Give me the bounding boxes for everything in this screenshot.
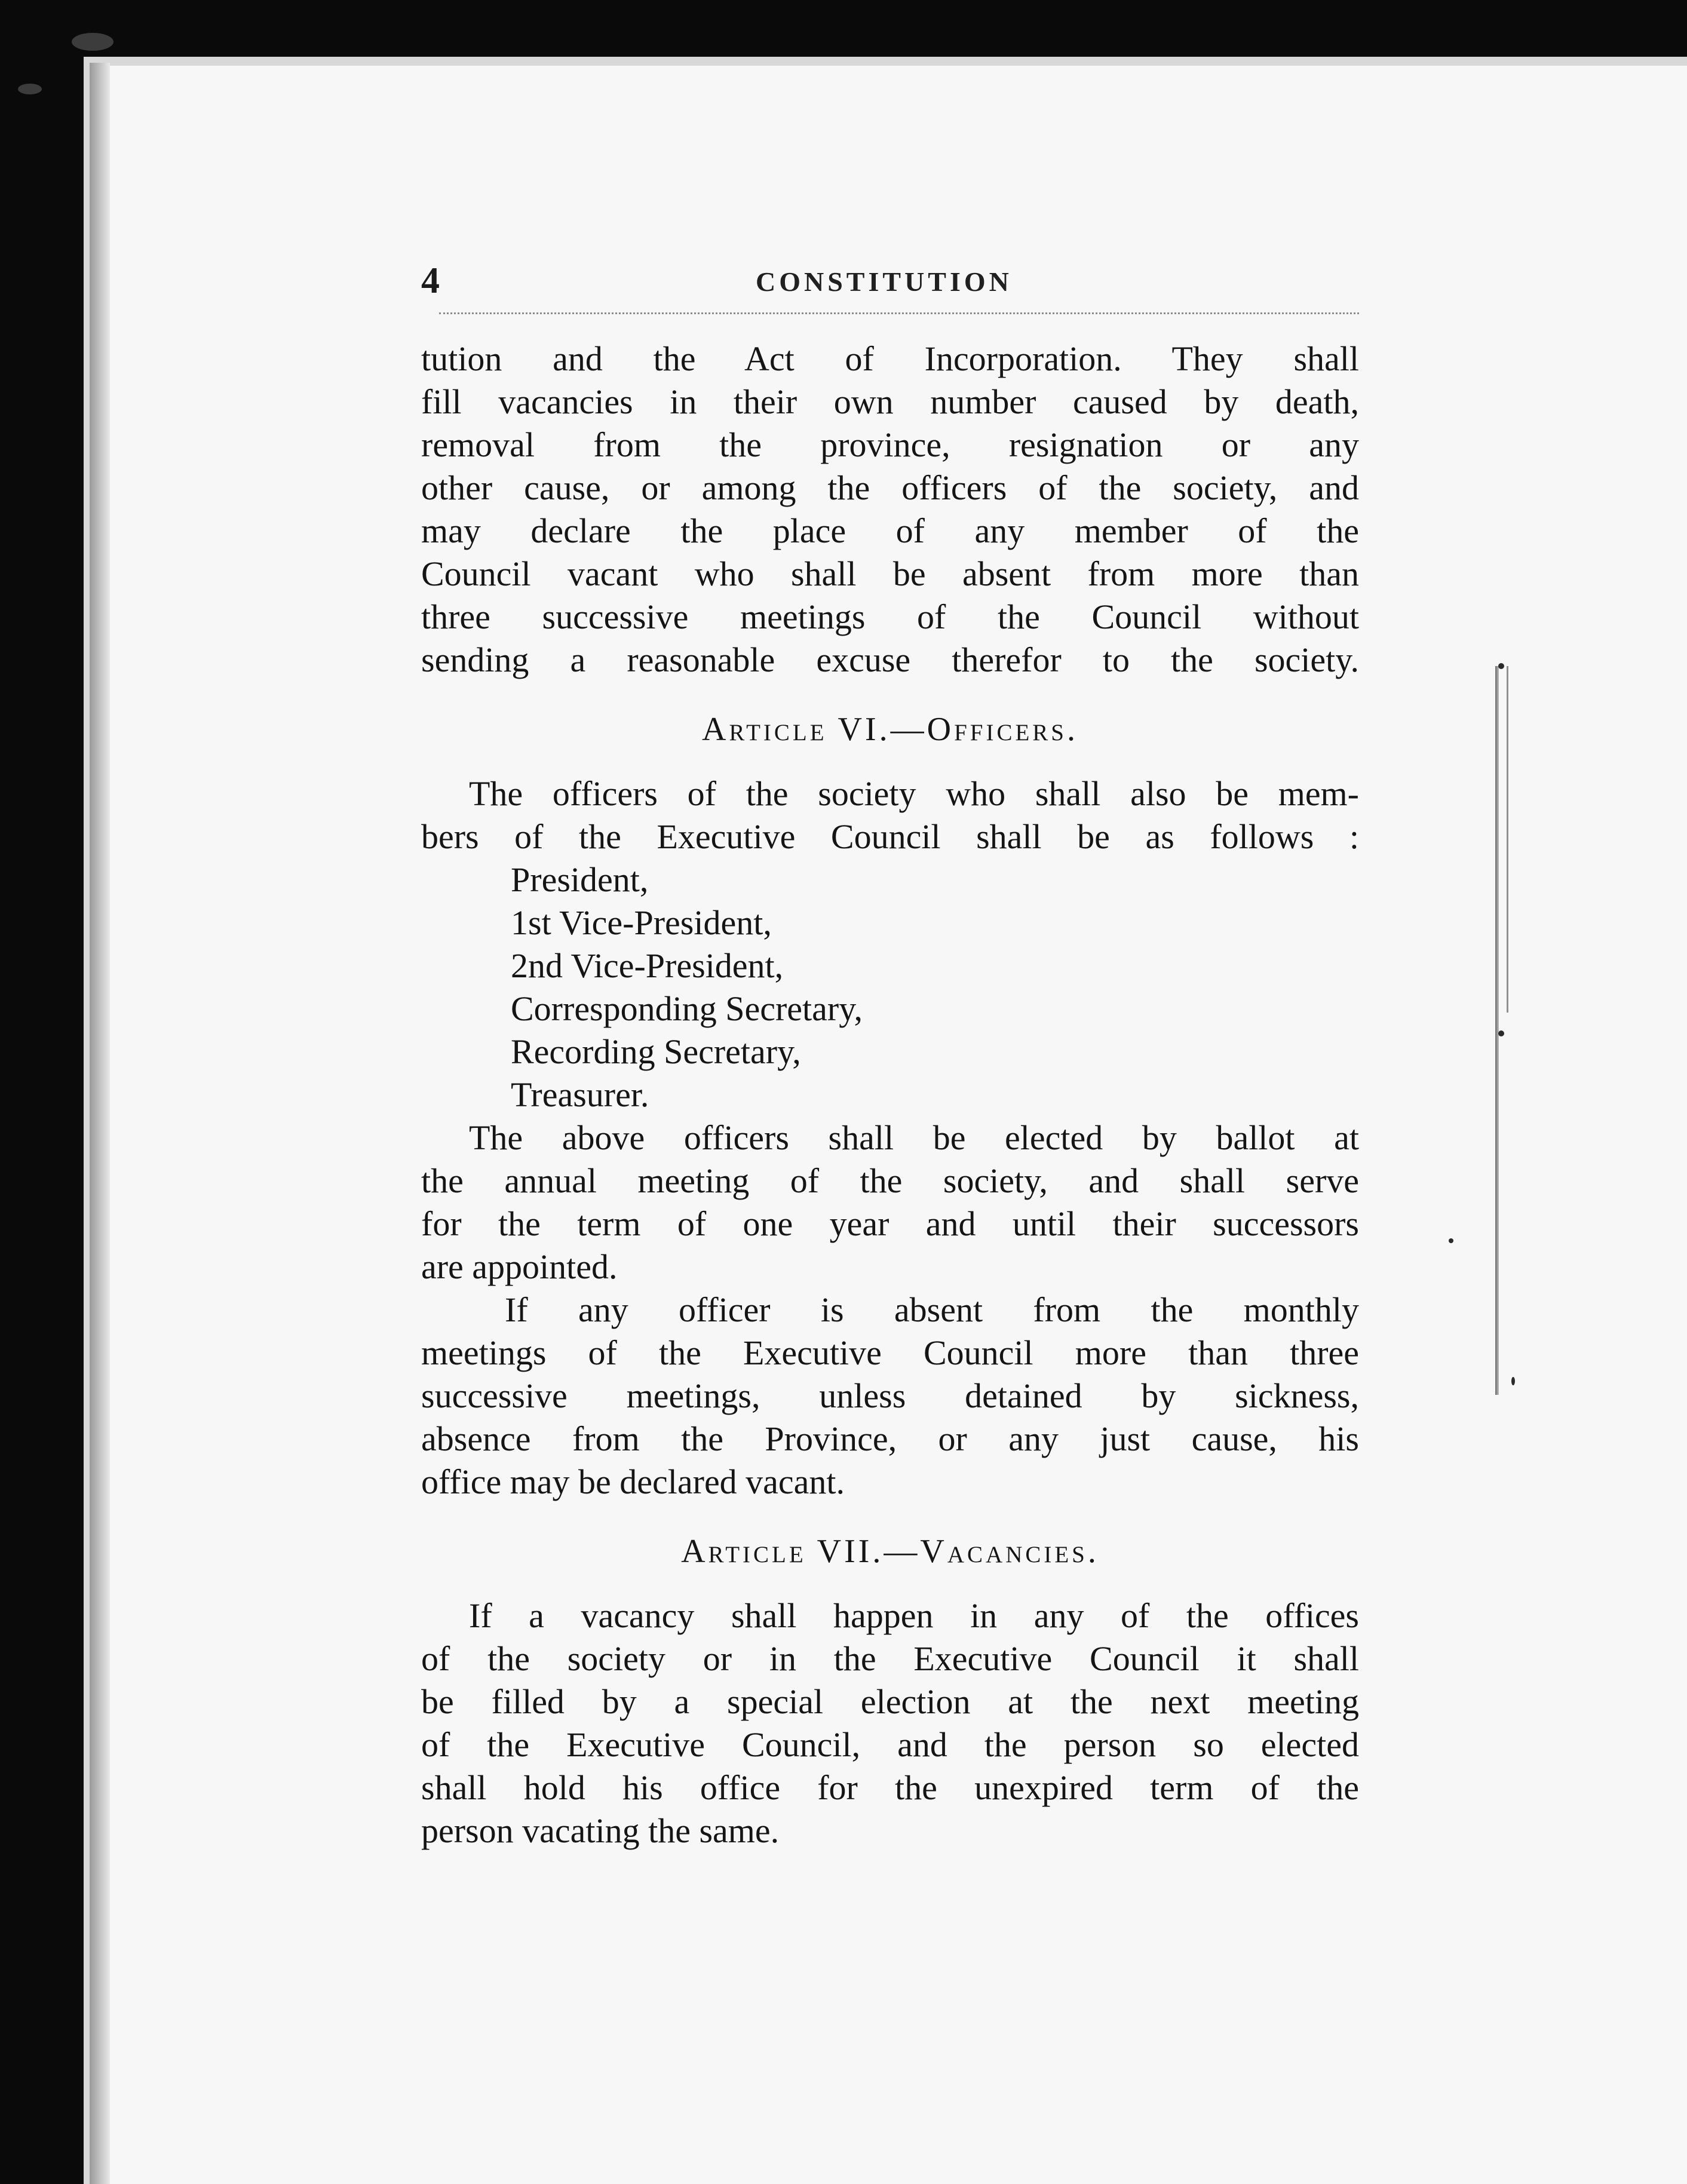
page-number: 4	[421, 260, 440, 301]
paragraph-vacancies	[421, 1594, 1359, 1852]
running-head: CONSTITUTION	[756, 266, 1013, 297]
page-body	[421, 338, 1359, 1852]
scan-speck	[72, 33, 114, 51]
text-line: fill vacancies in their own number caused by death,	[421, 382, 1359, 421]
text-line: may declare the place of any member of the	[421, 511, 1359, 550]
header-rule	[439, 312, 1359, 314]
scan-speck	[18, 84, 42, 94]
margin-pencil-line	[1507, 666, 1508, 1013]
margin-mark	[1498, 1030, 1504, 1036]
text-line: of the Executive Council, and the person so elected	[421, 1725, 1359, 1764]
text-line: If any officer is absent from the monthly	[505, 1290, 1359, 1329]
text-line: If a vacancy shall happen in any of the offices	[469, 1596, 1359, 1635]
article-vii-heading: Article VII.—Vacancies.	[681, 1533, 1099, 1570]
page-binding-edge	[90, 63, 110, 2184]
paragraph-officers-intro	[421, 772, 1359, 858]
article-vi-heading: Article VI.—Officers.	[701, 711, 1078, 748]
page-header	[421, 254, 1359, 320]
margin-mark	[1511, 1377, 1515, 1385]
margin-pencil-line	[1495, 666, 1499, 1395]
text-line: for the term of one year and until their successors	[421, 1204, 1359, 1243]
paragraph-election	[421, 1116, 1359, 1289]
officer-item: Recording Secretary,	[511, 1032, 801, 1071]
text-line: meetings of the Executive Council more than three	[421, 1333, 1359, 1372]
text-line: successive meetings, unless detained by sickness,	[421, 1376, 1359, 1415]
officer-item: 1st Vice-President,	[511, 903, 772, 942]
officer-item: President,	[511, 860, 649, 899]
text-line: the annual meeting of the society, and shall serve	[421, 1161, 1359, 1200]
text-line: Council vacant who shall be absent from more than	[421, 554, 1359, 593]
text-line: bers of the Executive Council shall be as follows :	[421, 817, 1359, 856]
officer-item: 2nd Vice-President,	[511, 946, 784, 985]
text-line: three successive meetings of the Council without	[421, 597, 1359, 636]
text-line: The officers of the society who shall also be mem-	[469, 774, 1359, 813]
text-line: shall hold his office for the unexpired term of the	[421, 1768, 1359, 1807]
paragraph-absence	[421, 1289, 1359, 1504]
officer-item: Corresponding Secretary,	[511, 989, 863, 1028]
text-line: absence from the Province, or any just cause, his	[421, 1419, 1359, 1458]
text-line: are appointed.	[421, 1247, 618, 1286]
officer-item: Treasurer.	[511, 1075, 649, 1114]
text-line: sending a reasonable excuse therefor to the society.	[421, 640, 1359, 679]
text-line: other cause, or among the officers of the society, and	[421, 468, 1359, 507]
text-line: of the society or in the Executive Council it shall	[421, 1639, 1359, 1678]
text-line: removal from the province, resignation or any	[421, 425, 1359, 464]
text-line: tution and the Act of Incorporation. They shall	[421, 339, 1359, 378]
margin-mark	[1449, 1238, 1453, 1243]
paragraph-continued	[421, 338, 1359, 682]
text-line: person vacating the same.	[421, 1811, 780, 1850]
text-line: office may be declared vacant.	[421, 1462, 845, 1501]
officers-list	[421, 858, 1359, 1116]
text-line: The above officers shall be elected by ballot at	[469, 1118, 1359, 1157]
text-line: be filled by a special election at the next meeting	[421, 1682, 1359, 1721]
margin-mark	[1498, 663, 1504, 669]
